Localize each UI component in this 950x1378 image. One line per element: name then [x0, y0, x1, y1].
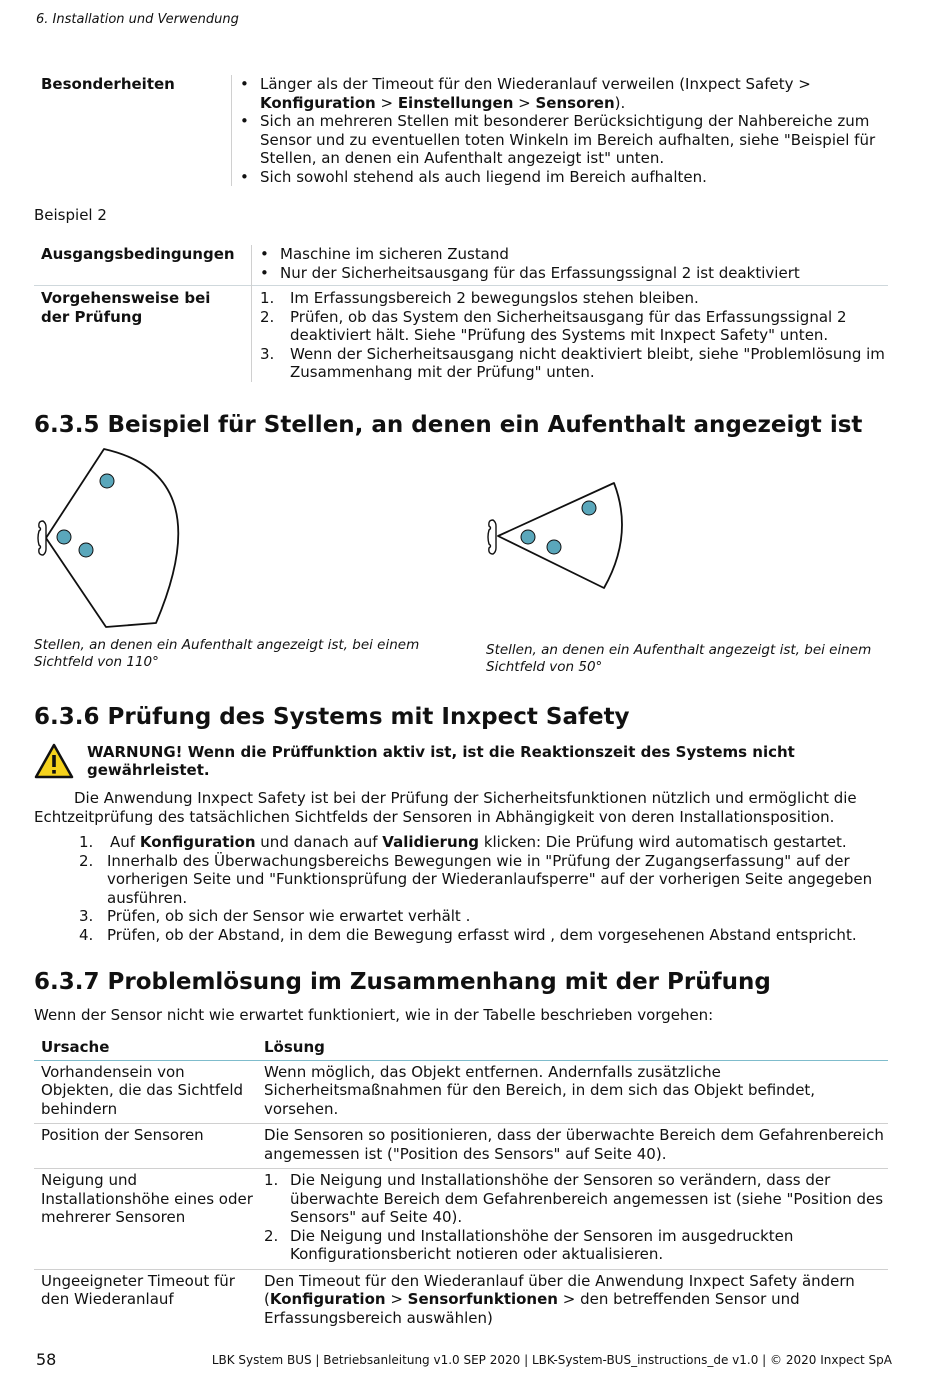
test-steps — [34, 833, 894, 944]
section-6-3-5-title: 6.3.5 Beispiel für Stellen, an denen ein Aufenthalt angezeigt ist — [34, 412, 863, 438]
intro-paragraph: Die Anwendung Inxpect Safety ist bei der Prüfung der Sicherheitsfunktionen nützlich und ermöglicht die Echtzeitprüfung des tatsächlichen Sichtfelds der Sensoren in Abhängigkeit von deren Installationsposition. — [34, 789, 857, 826]
presence-point — [521, 530, 535, 544]
solution-cell: Den Timeout für den Wiederanlauf über die Anwendung Inxpect Safety ändern (Konfiguration > Sensorfunktionen > den betreffenden Sensor und Erfassungsbereich auswählen) — [257, 1269, 888, 1332]
page-number: 58 — [36, 1350, 57, 1369]
troubleshoot-intro: Wenn der Sensor nicht wie erwartet funktioniert, wie in der Tabelle beschrieben vorgehen: — [34, 1006, 714, 1024]
example-2-label: Beispiel 2 — [34, 206, 107, 224]
sensor-icon — [38, 521, 46, 555]
list-item: 2. Prüfen, ob das System den Sicherheitsausgang für das Erfassungssignal 2 deaktiviert hält. Siehe "Prüfung des Systems mit Inxpect Safety" unten. — [260, 307, 847, 344]
fov-50-area — [498, 483, 622, 588]
presence-point — [79, 543, 93, 557]
troubleshooting-table — [34, 1036, 888, 1332]
caption-110: Stellen, an denen ein Aufenthalt angezeigt ist, bei einem Sichtfeld von 110° — [34, 637, 420, 670]
list-item: • Länger als der Timeout für den Wiederanlauf verweilen (Inxpect Safety > Konfiguration > Einstellungen > Sensoren). — [260, 75, 888, 112]
list-item: • Maschine im sicheren Zustand — [280, 245, 888, 264]
column-header-solution: Lösung — [257, 1036, 888, 1060]
cause-cell: Ungeeigneter Timeout für den Wiederanlauf — [34, 1269, 257, 1332]
specifics-table — [34, 75, 888, 186]
solution-cell — [257, 1169, 888, 1270]
procedure-label: Vorgehensweise bei der Prüfung — [34, 286, 252, 382]
caption-50: Stellen, an denen ein Aufenthalt angezeigt ist, bei einem Sichtfeld von 50° — [486, 642, 872, 675]
table-row — [34, 1169, 888, 1270]
fov-110-diagram — [34, 445, 194, 630]
list-item: 1. Auf Konfiguration und danach auf Validierung klicken: Die Prüfung wird automatisch gestartet. — [79, 833, 847, 851]
cause-cell: Neigung und Installationshöhe eines oder mehrerer Sensoren — [34, 1169, 257, 1270]
list-item: 3. Prüfen, ob sich der Sensor wie erwartet verhält . — [79, 907, 471, 925]
list-item: • Sich sowohl stehend als auch liegend im Bereich aufhalten. — [260, 168, 888, 187]
example-2-table — [34, 245, 888, 382]
specifics-label: Besonderheiten — [41, 75, 175, 93]
presence-point — [57, 530, 71, 544]
presence-point — [100, 474, 114, 488]
table-row — [34, 1060, 888, 1124]
warning-text: WARNUNG! Wenn die Prüffunktion aktiv ist, ist die Reaktionszeit des Systems nicht gewährleistet. — [87, 743, 795, 779]
presence-point — [582, 501, 596, 515]
list-item: 2. Innerhalb des Überwachungsbereichs Bewegungen wie in "Prüfung der Zugangserfassung" auf der vorherigen Seite und "Funktionsprüfung der Wiederanlaufsperre" auf der vorherigen Seite angegeben ausführen. — [79, 851, 873, 907]
list-item: 4. Prüfen, ob der Abstand, in dem die Bewegung erfasst wird , dem vorgesehenen Abstand entspricht. — [79, 925, 857, 944]
fov-50-diagram — [484, 480, 634, 592]
sensor-icon — [488, 520, 496, 554]
table-row — [34, 1269, 888, 1332]
page-header: 6. Installation und Verwendung — [36, 12, 239, 27]
solution-cell: Die Sensoren so positionieren, dass der überwachte Bereich dem Gefahrenbereich angemessen ist ("Position des Sensors" auf Seite 40). — [257, 1124, 888, 1169]
list-item: 1. Im Erfassungsbereich 2 bewegungslos stehen bleiben. — [260, 289, 699, 307]
cause-cell: Vorhandensein von Objekten, die das Sichtfeld behindern — [41, 1062, 244, 1118]
section-6-3-7-title: 6.3.7 Problemlösung im Zusammenhang mit der Prüfung — [34, 969, 771, 995]
column-header-cause: Ursache — [34, 1036, 257, 1060]
warning-triangle-icon — [34, 743, 74, 779]
presence-point — [547, 540, 561, 554]
list-item: • Sich an mehreren Stellen mit besonderer Berücksichtigung der Nahbereiche zum Sensor und zu eventuellen toten Winkeln im Bereich aufhalten, siehe "Beispiel für Stellen, an denen ein Aufenthalt angezeigt ist" unten. — [260, 112, 888, 168]
section-6-3-6-title: 6.3.6 Prüfung des Systems mit Inxpect Safety — [34, 704, 630, 730]
list-item: • Nur der Sicherheitsausgang für das Erfassungssignal 2 ist deaktiviert — [280, 264, 888, 283]
list-item: 1. Die Neigung und Installationshöhe der Sensoren so verändern, dass der überwachte Bereich dem Gefahrenbereich angemessen ist (siehe "Position des Sensors" auf Seite 40). — [264, 1171, 884, 1226]
initial-conditions-label: Ausgangsbedingungen — [41, 245, 235, 263]
cause-cell: Position der Sensoren — [34, 1124, 257, 1169]
page-footer: LBK System BUS | Betriebsanleitung v1.0 SEP 2020 | LBK-System-BUS_instructions_de v1.0 | © 2020 Inxpect SpA — [211, 1353, 892, 1367]
list-item: 3. Wenn der Sicherheitsausgang nicht deaktiviert bleibt, siehe "Problemlösung im Zusammenhang mit der Prüfung" unten. — [260, 344, 885, 381]
table-row — [34, 1124, 888, 1169]
list-item: 2. Die Neigung und Installationshöhe der Sensoren im ausgedruckten Konfigurationsbericht notieren oder aktualisieren. — [264, 1226, 794, 1263]
solution-cell: Wenn möglich, das Objekt entfernen. Andernfalls zusätzliche Sicherheitsmaßnahmen für den Bereich, in dem sich das Objekt befindet, vorsehen. — [264, 1062, 816, 1118]
